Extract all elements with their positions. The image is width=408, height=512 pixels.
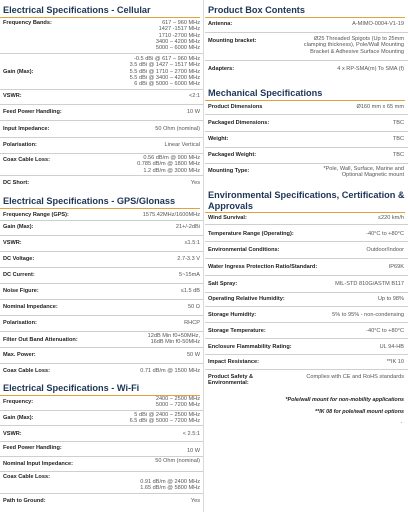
environment-title-underline [205,212,405,213]
row-divider [0,251,203,252]
row-value: 50 Ohm (nominal) [155,458,200,464]
row-divider [205,322,408,323]
row-value: *Pole, Wall, Surface, Marine and Optional Magnetic mount [323,166,404,179]
row-label: Environmental Conditions: [208,247,280,253]
row-value: 0.56 dB/m @ 900 MHz 0.785 dB/m @ 1800 MHz 1.2 dB/m @ 3000 MHz [137,155,200,174]
row-label: Input Impedance: [3,126,50,132]
row-value: Linear Vertical [164,142,200,148]
row-divider [0,153,203,154]
row-label: Path to Ground: [3,498,46,504]
row-value: MIL-STD 810G/ASTM B117 [335,281,404,287]
row-divider [0,347,203,348]
row-divider [205,163,408,164]
row-divider [0,220,203,221]
environment-section-title: Environmental Specifications, Certification & Approvals [208,190,405,211]
row-divider [205,241,408,242]
row-divider [0,456,203,457]
row-value: Ø25 Threaded Spigots (Up to 25mm clamping thickness), Pole/Wall Mounting Bracket & Adhesive Surface Mounting [303,36,404,55]
row-label: DC Current: [3,272,35,278]
row-divider [205,338,408,339]
row-value: ≤1.5 dB [180,288,200,294]
row-label: Polarisation: [3,142,37,148]
row-label: Impact Resistance: [208,359,259,365]
row-value: 2.7-3.3 V [177,256,200,262]
row-divider [205,131,408,132]
row-label: Mounting bracket: [208,38,257,44]
row-value: Yes [190,498,200,504]
row-label: Mounting Type: [208,168,250,174]
row-divider [205,258,408,259]
row-value: TBC [392,120,404,126]
row-value: TBC [392,136,404,142]
row-value: ≤220 km/h [377,215,404,221]
row-value: A-MIMO-0004-V1-19 [352,21,404,27]
row-divider [0,175,203,176]
row-value: RHCP [184,320,200,326]
row-label: VSWR: [3,431,22,437]
row-value: 0.91 dB/m @ 2400 MHz 1.65 dB/m @ 5800 MHz [140,479,200,492]
gps-section-title: Electrical Specifications - GPS/Glonass [3,196,176,206]
box-section-title: Product Box Contents [208,5,305,15]
cellular-title-underline [0,17,200,18]
row-divider [205,292,408,293]
row-label: Frequency Range (GPS): [3,212,69,218]
row-value: 5% to 95% - non-condensing [332,312,404,318]
row-label: Salt Spray: [208,281,238,287]
row-divider [0,53,203,54]
row-divider [0,137,203,138]
row-value: 50 Ω [188,304,200,310]
row-value: 12dB Min f0+50MHz, 16dB Min f0-50MHz [147,333,200,346]
row-value: <2:1 [188,93,200,99]
row-label: Coax Cable Loss: [3,474,50,480]
row-value: IP69K [388,264,404,270]
row-label: Temperature Range (Operating): [208,231,294,237]
row-label: Max. Power: [3,352,36,358]
row-divider [205,275,408,276]
row-label: Enclosure Flammability Rating: [208,344,292,350]
row-value: 5 dBi @ 2400 – 2500 MHz 6.5 dBi @ 5000 – 7200 MHz [129,412,200,425]
row-label: Filter Out Band Attenuation: [3,337,78,343]
row-divider [205,60,408,61]
row-divider [205,369,408,370]
row-label: VSWR: [3,93,22,99]
row-value: -0.5 dBi @ 617 – 960 MHz 3.5 dBi @ 1427 – 1517 MHz 5.5 dBi @ 1710 – 2700 MHz 5.5 dBi @ 3400 – 4200 MHz 6 dBi @ 5000 – 6000 MHz [129,56,200,88]
wifi-section-title: Electrical Specifications - Wi-Fi [3,383,140,393]
row-label: VSWR: [3,240,22,246]
row-divider [0,120,203,121]
row-divider [0,493,203,494]
row-label: Product Safety & Environmental: [208,374,254,387]
row-label: Wind Survival: [208,215,247,221]
row-divider [0,283,203,284]
row-label: Adapters: [208,66,235,72]
row-value: **IK 10 [386,359,404,365]
row-divider [205,354,408,355]
row-label: Weight: [208,136,229,142]
row-divider [205,114,408,115]
row-label: Frequency: [3,399,34,405]
row-value: 0.71 dB/m @ 1500 MHz [140,368,200,374]
row-value: 50 Ohm (nominal) [155,126,200,132]
mechanical-title-underline [205,100,405,101]
row-divider [0,89,203,90]
mechanical-section-title: Mechanical Specifications [208,88,323,98]
row-divider [0,410,203,411]
row-value: -40°C to +80°C [366,328,404,334]
row-divider [0,267,203,268]
row-label: Nominal Input Impedance: [3,461,73,467]
row-divider [205,32,408,33]
row-label: Packaged Dimensions: [208,120,270,126]
footnote-pole-wall-mount: *Pole/wall mount for non-mobility applications [285,397,404,403]
row-label: Gain (Max): [3,415,34,421]
row-label: Packaged Weight: [208,152,257,158]
row-value: < 2.5:1 [182,431,200,437]
row-value: 10 W [186,448,200,454]
row-divider [0,235,203,236]
row-value: Outdoor/Indoor [366,247,404,253]
row-value: 50 W [186,352,200,358]
row-label: Noise Figure: [3,288,39,294]
row-label: DC Voltage: [3,256,35,262]
row-label: Gain (Max): [3,224,34,230]
row-value: Up to 98% [377,296,404,302]
row-divider [205,147,408,148]
footnote-ik-rating: **IK 08 for pole/wall mount options [315,409,404,415]
row-label: Coax Cable Loss: [3,368,50,374]
row-label: Product Dimensions [208,104,263,110]
row-label: Storage Temperature: [208,328,266,334]
row-value: Ø160 mm x 65 mm [356,104,404,110]
row-label: Water Ingress Protection Ratio/Standard: [208,264,318,270]
row-value: 4 x RP-SMA(m) To SMA (f) [337,66,404,72]
row-divider [0,331,203,332]
row-divider [0,425,203,426]
row-divider [0,363,203,364]
row-value: Yes [190,180,200,186]
row-label: Feed Power Handling: [3,445,62,451]
row-divider [205,306,408,307]
trailing-dot: . [400,419,402,425]
row-label: Nominal Impedance: [3,304,58,310]
cellular-section-title: Electrical Specifications - Cellular [3,5,151,15]
row-label: Antenna: [208,21,233,27]
row-label: Storage Humidity: [208,312,257,318]
row-value: 2400 – 2500 MHz 5000 – 7200 MHz [155,396,200,409]
row-value: ≤1.5:1 [184,240,200,246]
box-title-underline [205,17,405,18]
row-divider [0,471,203,472]
row-divider [205,224,408,225]
row-value: 1575.42MHz/1600MHz [142,212,200,218]
row-value: TBC [392,152,404,158]
row-label: Coax Cable Loss: [3,157,50,163]
row-divider [0,299,203,300]
row-label: Frequency Bands: [3,20,52,26]
row-label: Feed Power Handling: [3,109,62,115]
row-label: Polarisation: [3,320,37,326]
column-divider [203,0,204,512]
row-value: 5~15mA [179,272,200,278]
row-value: -40°C to +80°C [366,231,404,237]
row-label: Gain (Max): [3,69,34,75]
row-divider [0,315,203,316]
row-divider [0,441,203,442]
row-value: Complies with CE and RoHS standards [306,374,404,380]
gps-title-underline [0,208,200,209]
row-value: 10 W [186,109,200,115]
row-label: DC Short: [3,180,30,186]
row-divider [0,104,203,105]
row-value: 617 – 960 MHz 1427 -1517 MHz 1710 -2700 MHz 3400 – 4200 MHz 5000 – 6000 MHz [155,20,200,52]
row-value: UL 94-HB [379,344,404,350]
row-value: 21+/-2dBi [175,224,200,230]
row-label: Operating Relative Humidity: [208,296,285,302]
